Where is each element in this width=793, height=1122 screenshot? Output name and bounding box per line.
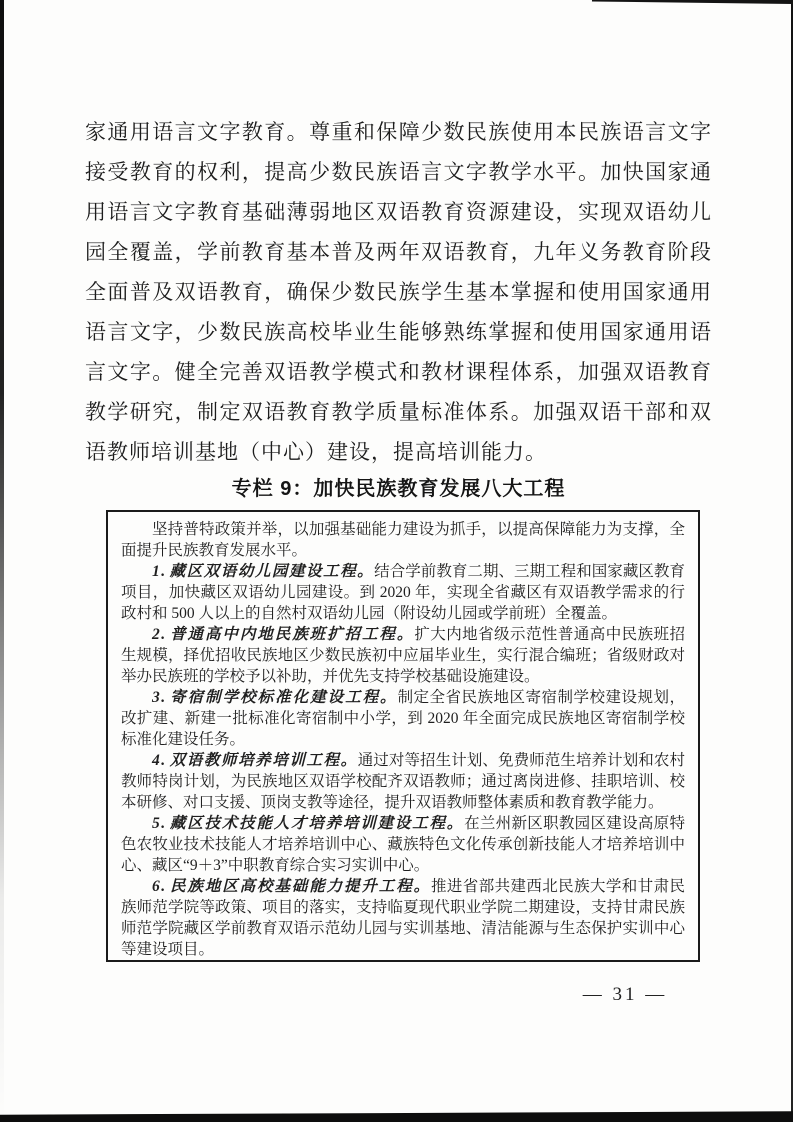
body-text-line: 语教师培训基地（中心）建设，提高培训能力。	[85, 440, 547, 464]
panel-item-text: 结合学前教育二期、三期工程和国家藏区教育项目，加快藏区双语幼儿园建设。到 2020 年，实现全省藏区有双语教学需求的行政村和 500 人以上的自然村双语幼儿园（附设幼儿园或学前班）全覆盖。	[121, 563, 685, 622]
body-text-line: 言文字。健全完善双语教学模式和教材课程体系，加强双语教育	[85, 360, 712, 384]
body-text-line: 语言文字，少数民族高校毕业生能够熟练掌握和使用国家通用语	[85, 320, 712, 344]
panel-item-heading: 1. 藏区双语幼儿园建设工程。	[152, 563, 375, 580]
body-paragraph	[85, 112, 712, 472]
panel-item	[121, 561, 685, 624]
panel-item-text: 在兰州新区职教园区建设高原特色农牧业技术技能人才培养培训中心、藏族特色文化传承创新技能人才培养培训中心、藏区“9＋3”中职教育综合实习实训中心。	[121, 815, 685, 874]
panel-item	[121, 813, 685, 876]
panel-item	[121, 876, 685, 960]
panel-item-heading: 6. 民族地区高校基础能力提升工程。	[152, 878, 431, 895]
panel-item	[121, 750, 685, 813]
panel-item	[121, 624, 685, 687]
panel-heading: 专栏 9：加快民族教育发展八大工程	[231, 478, 566, 500]
panel-item-text: 通过对等招生计划、免费师范生培养计划和农村教师特岗计划，为民族地区双语学校配齐双语教师；通过离岗进修、挂职培训、校本研修、对口支援、顶岗支教等途径，提升双语教师整体素质和教育教学能力。	[121, 752, 685, 811]
panel-intro: 坚持普特政策并举，以加强基础能力建设为抓手，以提高保障能力为支撑，全面提升民族教育发展水平。	[121, 521, 685, 559]
body-text-line: 全面普及双语教育，确保少数民族学生基本掌握和使用国家通用	[85, 280, 712, 304]
panel-item-heading: 3. 寄宿制学校标准化建设工程。	[152, 689, 398, 706]
body-text-line: 用语言文字教育基础薄弱地区双语教育资源建设，实现双语幼儿	[85, 200, 712, 224]
panel-item-text: 扩大内地省级示范性普通高中民族班招生规模，择优招收民族地区少数民族初中应届毕业生，实行混合编班；省级财政对举办民族班的学校予以补助，并优先支持学校基础设施建设。	[121, 626, 685, 685]
panel-item	[121, 687, 685, 750]
panel-item-heading: 5. 藏区技术技能人才培养培训建设工程。	[152, 815, 465, 832]
scan-edge-bottom	[0, 1111, 793, 1122]
panel-box	[106, 510, 700, 962]
body-text-line: 家通用语言文字教育。尊重和保障少数民族使用本民族语言文字	[85, 120, 712, 144]
body-text-line: 园全覆盖，学前教育基本普及两年双语教育，九年义务教育阶段	[85, 240, 712, 264]
body-text-line: 接受教育的权利，提高少数民族语言文字教学水平。加快国家通	[85, 160, 712, 184]
body-text-line: 教学研究，制定双语教育教学质量标准体系。加强双语干部和双	[85, 400, 712, 424]
scan-edge-left	[0, 0, 4, 1122]
scan-edge-top-right	[592, 0, 793, 4]
panel-item-heading: 4. 双语教师培养培训工程。	[152, 752, 358, 769]
panel-item-text: 制定全省民族地区寄宿制学校建设规划，改扩建、新建一批标准化寄宿制中小学，到 2020 年全面完成民族地区寄宿制学校标准化建设任务。	[121, 689, 685, 748]
panel-item-text: 推进省部共建西北民族大学和甘肃民族师范学院等政策、项目的落实，支持临夏现代职业学院二期建设，支持甘肃民族师范学院藏区学前教育双语示范幼儿园与实训基地、清洁能源与生态保护实训中心等建设项目。	[121, 878, 685, 958]
panel-item-heading: 2. 普通高中内地民族班扩招工程。	[152, 626, 415, 643]
page-number: — 31 —	[582, 984, 668, 1005]
panel-item	[121, 960, 685, 962]
